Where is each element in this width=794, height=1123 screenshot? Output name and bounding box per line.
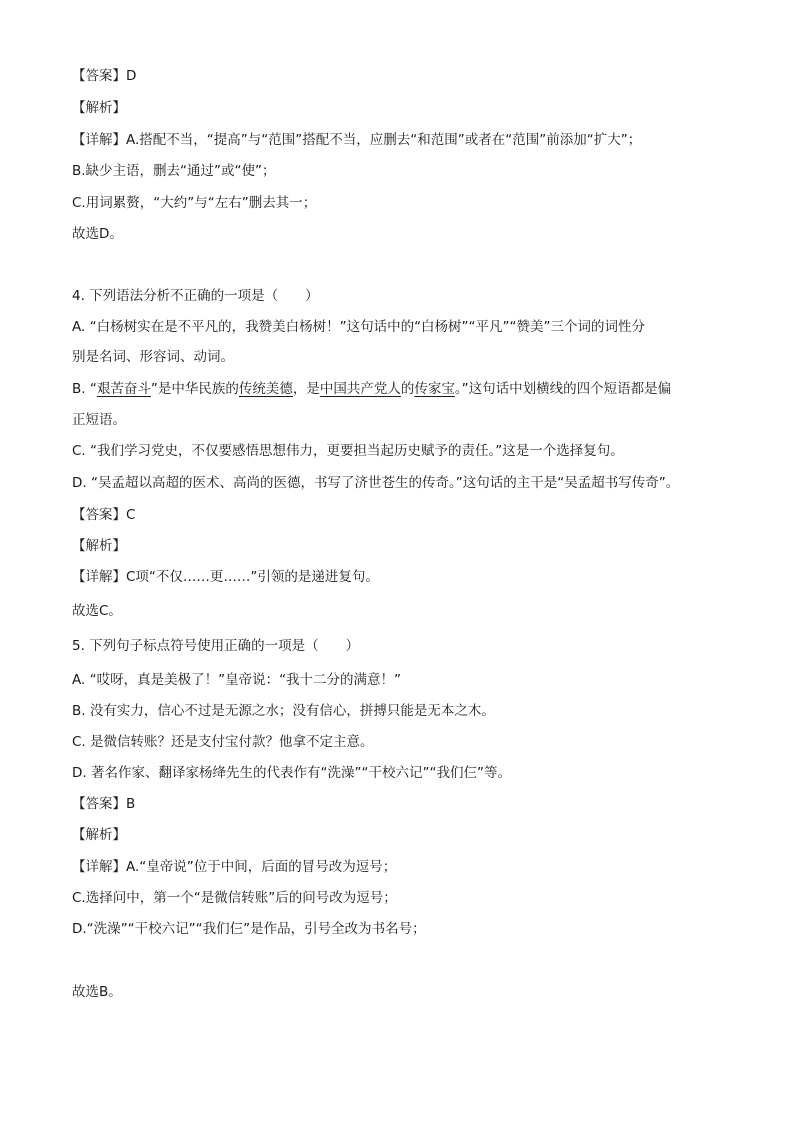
q5-analysis-heading: 【解析】 [72, 827, 126, 843]
q4-stem: 4. 下列语法分析不正确的一项是（ ） [72, 288, 319, 304]
q4-b-underlined-phrase: 传家宝 [414, 381, 455, 397]
q4-conclusion: 故选C。 [72, 603, 122, 619]
q4-option-b-line1 [72, 379, 732, 399]
q5-stem: 5. 下列句子标点符号使用正确的一项是（ ） [72, 638, 360, 654]
q3-option-b-note: B.缺少主语，删去“通过”或“使”； [72, 163, 276, 179]
q5-option-d-note: D.“洗澡”“干校六记”“我们仨”是作品，引号全改为书名号； [72, 921, 426, 937]
q5-option-b: B. 没有实力，信心不过是无源之水；没有信心，拼搏只能是无本之木。 [72, 703, 495, 719]
q4-b-text: ，是 [292, 381, 320, 397]
q5-option-c: C. 是微信转账？还是支付宝付款？他拿不定主意。 [72, 734, 374, 750]
q4-b-underlined-phrase: 艰苦奋斗 [96, 381, 151, 397]
q5-option-a: A. “哎呀，真是美极了！”皇帝说：“我十二分的满意！” [72, 672, 402, 688]
q4-b-text: 的 [400, 381, 415, 397]
q5-option-c-note: C.选择问中，第一个“是微信转账”后的问号改为逗号； [72, 890, 397, 906]
q4-option-a-line2: 别是名词、形容词、动词。 [72, 349, 234, 365]
q4-b-text: 。”这句话中划横线的四个短语都是偏 [454, 381, 672, 397]
q4-option-c: C. “我们学习党史，不仅要感悟思想伟力，更要担当起历史赋予的责任。”这是一个选择复句。 [72, 443, 624, 459]
q4-answer: 【答案】C [72, 507, 136, 523]
q4-option-d: D. “吴孟超以高超的医术、高尚的医德，书写了济世苍生的传奇。”这句话的主干是“吴孟超书写传奇”。 [72, 475, 680, 491]
q4-option-b-line2: 正短语。 [72, 412, 126, 428]
q4-b-text: ”是中华民族的 [150, 381, 239, 397]
q3-conclusion: 故选D。 [72, 226, 123, 242]
q5-conclusion: 故选B。 [72, 984, 122, 1000]
q5-detail: 【详解】A.“皇帝说”位于中间，后面的冒号改为逗号； [72, 859, 397, 875]
q4-b-text: B. “ [72, 381, 97, 397]
q4-option-a-line1: A. “白杨树实在是不平凡的，我赞美白杨树！”这句话中的“白杨树”“平凡”“赞美”三个词的词性分 [72, 319, 646, 335]
q5-option-d: D. 著名作家、翻译家杨绛先生的代表作有“洗澡”“干校六记”“我们仨”等。 [72, 765, 511, 781]
q3-analysis-heading: 【解析】 [72, 100, 126, 116]
q3-option-c-note: C.用词累赘，“大约”与“左右”删去其一； [72, 195, 317, 211]
q4-detail: 【详解】C项“不仅……更……”引领的是递进复句。 [72, 569, 379, 585]
q3-detail: 【详解】A.搭配不当，“提高”与“范围”搭配不当，应删去“和范围”或者在“范围”前添加“扩大”； [72, 132, 642, 148]
q5-answer: 【答案】B [72, 796, 136, 812]
q4-b-underlined-phrase: 传统美德 [238, 381, 293, 397]
q4-b-underlined-phrase: 中国共产党人 [319, 381, 401, 397]
q4-analysis-heading: 【解析】 [72, 538, 126, 554]
q3-answer: 【答案】D [72, 68, 137, 84]
